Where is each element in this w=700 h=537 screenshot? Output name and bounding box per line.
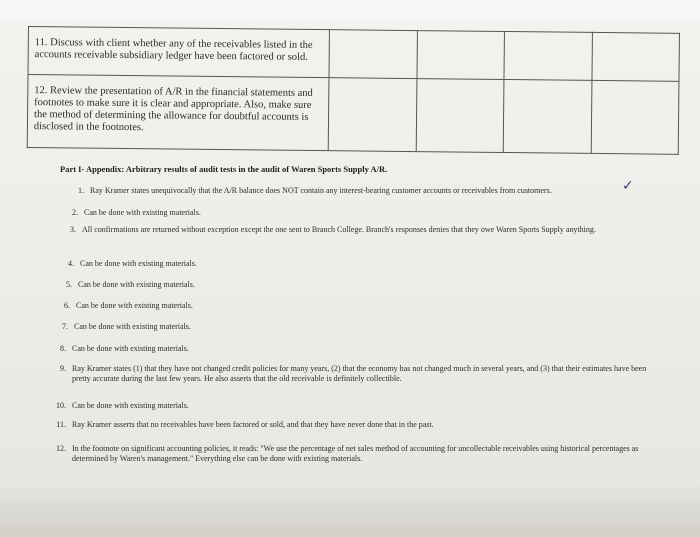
procedure-cell: 11. Discuss with client whether any of the receivables listed in the accounts receivable subsidiary ledger have been factored or sold. xyxy=(28,27,330,78)
check-mark-icon: ✓ xyxy=(622,178,634,194)
blank-cell xyxy=(504,31,592,80)
list-item: 11. Ray Kramer asserts that no receivables have been factored or sold, and that they have never done that in the past. xyxy=(56,420,434,429)
list-item: 9. Ray Kramer states (1) that they have not changed credit policies for many years, (2) that the economy has not changed much in several years, and (3) that their estimates have been pretty accurate during the last few years. He also asserts that the old receivable is definitely collectible. xyxy=(60,364,647,383)
list-item: 5. Can be done with existing materials. xyxy=(66,280,195,289)
list-item: 3. All confirmations are returned without exception except the one sent to Branch College. Branch's responses denies that they owe Waren Sports Supply anything. xyxy=(70,225,596,234)
blank-cell xyxy=(503,79,591,153)
list-item: 1. Ray Kramer states unequivocally that the A/R balance does NOT contain any interest-bearing customer accounts or receivables from customers. xyxy=(78,186,552,195)
blank-cell xyxy=(328,78,416,152)
page-top-edge xyxy=(0,0,700,22)
list-item: 6. Can be done with existing materials. xyxy=(64,301,193,310)
table-row xyxy=(27,75,679,155)
list-item: 8. Can be done with existing materials. xyxy=(60,344,189,353)
list-item: 12. In the footnote on significant accounting policies, it reads: "We use the percentage of net sales method of accounting for uncollectable receivables using historical percentages as determined by Waren's management." Everything else can be done with existing materials. xyxy=(56,444,639,463)
appendix-section xyxy=(56,164,680,463)
appendix-title: Part I- Appendix: Arbitrary results of audit tests in the audit of Waren Sports Supply A/R. xyxy=(60,164,388,174)
audit-procedures-table xyxy=(27,26,680,155)
list-item: 7. Can be done with existing materials. xyxy=(62,322,191,331)
table-row xyxy=(28,27,679,82)
blank-cell xyxy=(591,32,679,81)
list-item: 10. Can be done with existing materials. xyxy=(56,401,189,410)
blank-cell xyxy=(417,31,505,80)
procedure-cell: 12. Review the presentation of A/R in the financial statements and footnotes to make sure it is clear and appropriate. Also, make sure the method of determining the allowance for doubtful accounts is disclosed in the footnotes. xyxy=(27,75,329,151)
blank-cell xyxy=(416,79,504,153)
blank-cell xyxy=(591,80,679,154)
list-item: 4. Can be done with existing materials. xyxy=(68,259,197,268)
page-shadow xyxy=(0,480,700,537)
blank-cell xyxy=(329,30,417,79)
list-item: 2. Can be done with existing materials. xyxy=(72,208,201,217)
